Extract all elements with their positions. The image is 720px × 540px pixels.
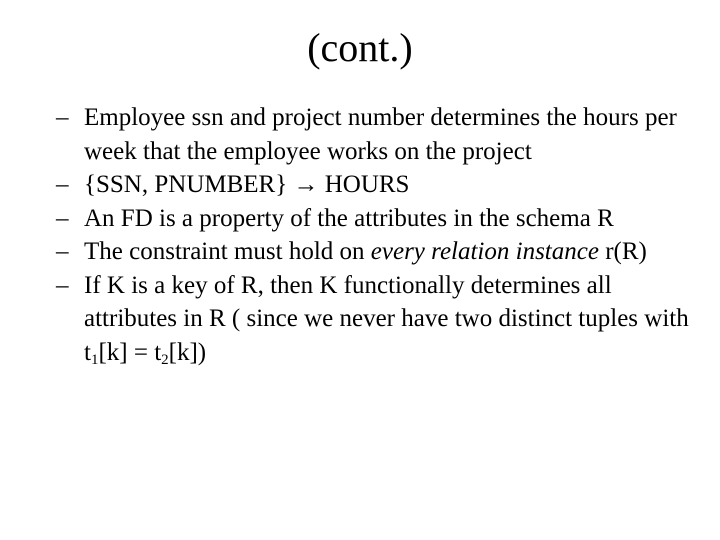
slide-title: (cont.) bbox=[307, 25, 413, 70]
bullet-text-start: If K is a key of R, then K functionally determines all attributes in R ( since we never have two distinct tuples with t bbox=[84, 271, 689, 366]
bullet-dash: – bbox=[56, 171, 69, 198]
bullet-text-start: The constraint must hold on bbox=[84, 238, 371, 265]
bullet-text: Employee ssn and project number determines the hours per week that the employee works on the project bbox=[84, 104, 677, 165]
bullet-dash: – bbox=[56, 204, 69, 232]
bullet-item bbox=[56, 202, 696, 236]
bullet-dash: – bbox=[56, 271, 69, 299]
bullet-dash: – bbox=[56, 238, 69, 265]
bullet-dash: – bbox=[56, 104, 69, 131]
bullet-item bbox=[56, 269, 696, 370]
bullet-item bbox=[56, 101, 696, 168]
bullet-text: An FD is a property of the attributes in the schema R bbox=[84, 204, 614, 232]
bullet-item bbox=[56, 168, 696, 202]
bullet-text-middle: [k] = t bbox=[98, 338, 162, 366]
emphasis-text: every relation instance bbox=[370, 238, 599, 265]
subscript-2: 2 bbox=[161, 351, 169, 368]
bullet-list bbox=[56, 101, 696, 369]
subscript-1: 1 bbox=[90, 351, 99, 368]
bullet-text-end: r(R) bbox=[598, 238, 647, 265]
bullet-text: {SSN, PNUMBER} → HOURS bbox=[84, 171, 410, 198]
bullet-item bbox=[56, 235, 696, 269]
bullet-text-end: [k]) bbox=[168, 338, 207, 366]
